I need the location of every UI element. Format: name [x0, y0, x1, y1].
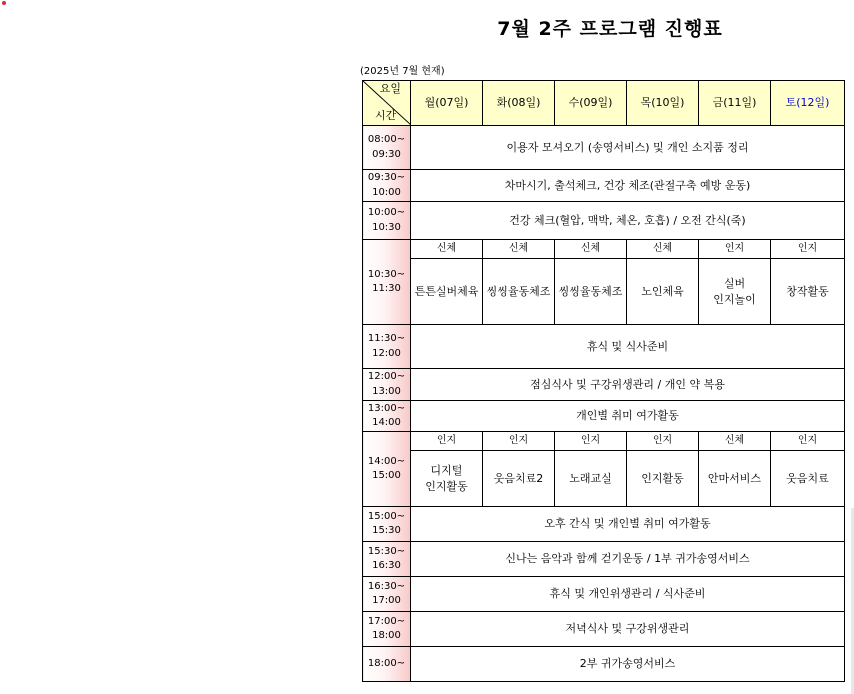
schedule-row	[363, 612, 845, 647]
time-start: 11:30~	[367, 333, 406, 344]
day-header-tue: 화(08일)	[483, 81, 555, 126]
time-start: 13:00~	[367, 402, 406, 414]
time-end: 16:30	[372, 560, 401, 571]
program-category: 인지	[555, 432, 627, 451]
schedule-row	[363, 507, 845, 542]
schedule-row	[363, 170, 845, 202]
time-start: 09:30~	[367, 172, 406, 183]
time-end: 15:00	[372, 470, 401, 481]
program-cell	[483, 259, 555, 325]
program-cell	[555, 451, 627, 507]
program-category-row	[363, 240, 845, 259]
time-start: 15:00~	[367, 510, 406, 522]
program-name-line: 웃음치료2	[493, 471, 544, 485]
time-end: 17:00	[372, 595, 401, 606]
schedule-row	[363, 577, 845, 612]
day-header-mon: 월(07일)	[411, 81, 483, 126]
schedule-row	[363, 647, 845, 682]
schedule-row	[363, 202, 845, 240]
activity-cell: 이용자 모셔오기 (송영서비스) 및 개인 소지품 정리	[411, 126, 845, 170]
activity-cell: 점심식사 및 구강위생관리 / 개인 약 복용	[411, 369, 845, 401]
program-name-line: 인지활동	[641, 471, 684, 485]
time-start: 14:00~	[367, 455, 406, 467]
program-name-line: 인지놀이	[713, 292, 756, 306]
program-category: 인지	[699, 240, 771, 259]
activity-cell: 개인별 취미 여가활동	[411, 401, 845, 432]
activity-cell: 신나는 음악과 함께 걷기운동 / 1부 귀가송영서비스	[411, 542, 845, 577]
program-name-line: 창작활동	[786, 284, 829, 298]
program-category: 인지	[771, 240, 845, 259]
time-end: 10:30	[372, 221, 401, 233]
time-slot-cell	[363, 577, 411, 612]
activity-cell: 휴식 및 개인위생관리 / 식사준비	[411, 577, 845, 612]
as-of-date: (2025년 7월 현재)	[360, 66, 445, 77]
time-end: 10:00	[372, 186, 401, 198]
program-category: 신체	[627, 240, 699, 259]
schedule-row	[363, 542, 845, 577]
time-axis-label: 시간	[375, 109, 397, 123]
program-cell	[411, 451, 483, 507]
program-name-line: 노래교실	[569, 471, 612, 485]
program-cell	[555, 259, 627, 325]
activity-cell: 차마시기, 출석체크, 건강 체조(관절구축 예방 운동)	[411, 170, 845, 202]
program-category: 신체	[699, 432, 771, 451]
schedule-row	[363, 401, 845, 432]
schedule-table	[362, 80, 845, 682]
time-slot-cell	[363, 170, 411, 202]
time-start: 10:00~	[367, 207, 406, 218]
time-slot-cell	[363, 507, 411, 542]
program-row	[363, 451, 845, 507]
day-header-fri: 금(11일)	[699, 81, 771, 126]
program-cell	[699, 259, 771, 325]
program-category: 인지	[483, 432, 555, 451]
program-category-row	[363, 432, 845, 451]
program-cell	[771, 259, 845, 325]
program-category: 인지	[411, 432, 483, 451]
activity-cell: 건강 체크(혈압, 맥박, 체온, 호흡) / 오전 간식(죽)	[411, 202, 845, 240]
day-header-thu: 목(10일)	[627, 81, 699, 126]
program-cell	[771, 451, 845, 507]
time-slot-cell	[363, 647, 411, 682]
program-name-line: 디지털	[430, 463, 463, 477]
program-cell	[699, 451, 771, 507]
program-cell	[627, 259, 699, 325]
program-name-line: 안마서비스	[707, 471, 762, 485]
time-end: 12:00	[372, 347, 401, 359]
program-name-line: 노인체육	[641, 284, 684, 298]
time-slot-cell	[363, 202, 411, 240]
schedule-row	[363, 126, 845, 170]
activity-cell: 휴식 및 식사준비	[411, 325, 845, 369]
schedule-row	[363, 369, 845, 401]
day-header-wed: 수(09일)	[555, 81, 627, 126]
program-name-line: 씽씽율동체조	[486, 284, 551, 298]
program-category: 신체	[411, 240, 483, 259]
header-corner-cell	[363, 81, 411, 126]
time-start: 10:30~	[367, 268, 406, 280]
activity-cell: 오후 간식 및 개인별 취미 여가활동	[411, 507, 845, 542]
program-cell	[483, 451, 555, 507]
time-start: 12:00~	[367, 371, 406, 382]
time-end: 13:00	[372, 385, 401, 397]
time-slot-cell	[363, 369, 411, 401]
program-name-line: 웃음치료	[786, 471, 829, 485]
program-category: 신체	[483, 240, 555, 259]
time-end: 09:30	[372, 148, 401, 160]
time-slot-cell	[363, 401, 411, 432]
time-end: 14:00	[372, 417, 401, 428]
time-start: 18:00~	[367, 657, 406, 669]
page-title: 7월 2주 프로그램 진행표	[497, 18, 723, 40]
program-category: 신체	[555, 240, 627, 259]
day-header-sat: 토(12일)	[771, 81, 845, 126]
time-start: 08:00~	[367, 134, 406, 145]
program-row	[363, 259, 845, 325]
corner-marker	[2, 1, 6, 5]
time-slot-cell	[363, 542, 411, 577]
program-cell	[627, 451, 699, 507]
program-cell	[411, 259, 483, 325]
program-category: 인지	[627, 432, 699, 451]
program-name-line: 인지활동	[425, 479, 468, 493]
time-end: 11:30	[372, 283, 401, 294]
schedule-row	[363, 325, 845, 369]
time-slot-cell	[363, 325, 411, 369]
time-start: 17:00~	[367, 615, 406, 627]
program-name-line: 튼튼실버체육	[414, 284, 479, 298]
time-start: 16:30~	[367, 580, 406, 592]
time-start: 15:30~	[367, 545, 406, 557]
program-name-line: 씽씽율동체조	[558, 284, 623, 298]
time-slot-cell	[363, 432, 411, 507]
day-axis-label: 요일	[379, 82, 401, 95]
program-category: 인지	[771, 432, 845, 451]
time-slot-cell	[363, 612, 411, 647]
program-name-line: 실버	[723, 276, 746, 290]
time-slot-cell	[363, 240, 411, 325]
time-end: 15:30	[372, 525, 401, 536]
time-end: 18:00	[372, 630, 401, 641]
header-row	[363, 81, 845, 126]
activity-cell: 저녁식사 및 구강위생관리	[411, 612, 845, 647]
activity-cell: 2부 귀가송영서비스	[411, 647, 845, 682]
time-slot-cell	[363, 126, 411, 170]
